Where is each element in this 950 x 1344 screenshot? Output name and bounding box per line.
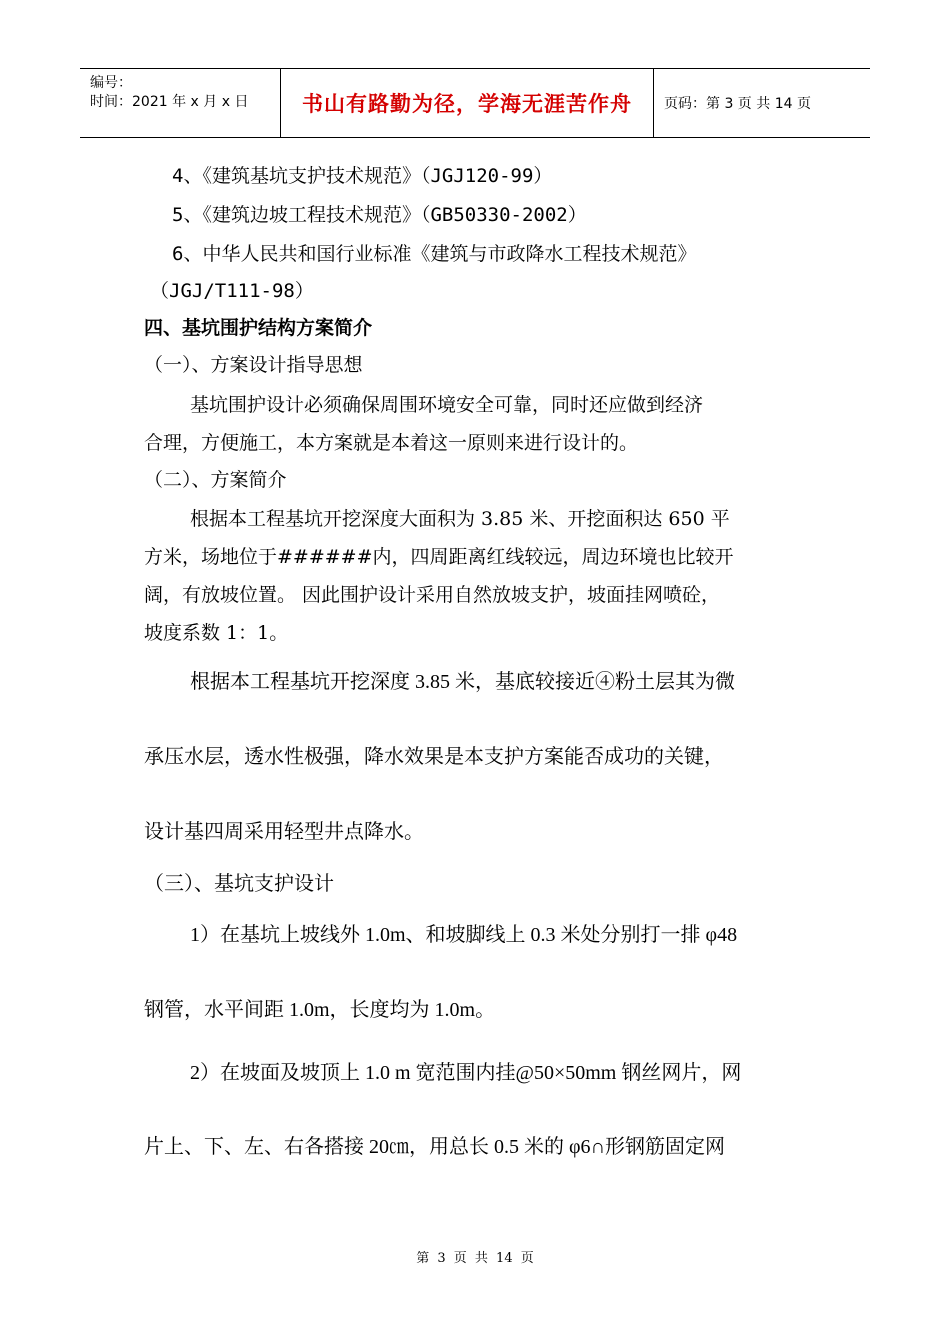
header-page-cell — [654, 69, 870, 137]
reference-item-6: 6、中华人民共和国行业标准《建筑与市政降水工程技术规范》 — [172, 243, 697, 265]
paragraph-line: 基坑围护设计必须确保周围环境安全可靠，同时还应做到经济 — [190, 394, 704, 416]
page-info: 页码：第 3 页 共 14 页 — [664, 96, 811, 112]
paragraph-line: 片上、下、左、右各搭接 20㎝，用总长 0.5 米的 φ6∩形钢筋固定网 — [144, 1136, 725, 1158]
paragraph-line: 根据本工程基坑开挖深度 3.85 米，基底较接近④粉土层其为微 — [190, 671, 735, 693]
section-heading-4: 四、基坑围护结构方案简介 — [144, 317, 373, 339]
reference-item-6-code: （JGJ/T111-98） — [150, 280, 314, 302]
paragraph-line: 合理，方便施工，本方案就是本着这一原则来进行设计的。 — [144, 432, 639, 454]
paragraph-line: 设计基四周采用轻型井点降水。 — [144, 821, 424, 843]
motto-text: 书山有路勤为径，学海无涯苦作舟 — [302, 92, 632, 116]
page-footer: 第 3 页 共 14 页 — [416, 1251, 534, 1266]
reference-item-4: 4、《建筑基坑支护技术规范》（JGJ120-99） — [172, 165, 553, 187]
paragraph-line: 钢管，水平间距 1.0m，长度均为 1.0m。 — [144, 999, 496, 1021]
page-header — [80, 68, 870, 138]
reference-item-5: 5、《建筑边坡工程技术规范》（GB50330-2002） — [172, 204, 587, 226]
number-label: 编号： — [90, 75, 132, 91]
subsection-heading-1: （一）、方案设计指导思想 — [144, 354, 363, 376]
header-meta-cell — [80, 69, 281, 137]
paragraph-line: 方米，场地位于######内，四周距离红线较远，周边环境也比较开 — [144, 546, 734, 568]
subsection-heading-2: （二）、方案简介 — [144, 469, 287, 491]
header-motto-cell — [281, 69, 654, 137]
paragraph-line: 2）在坡面及坡顶上 1.0 m 宽范围内挂@50×50mm 钢丝网片，网 — [190, 1062, 742, 1084]
paragraph-line: 1）在基坑上坡线外 1.0m、和坡脚线上 0.3 米处分别打一排 φ48 — [190, 924, 738, 946]
subsection-heading-3: （三）、基坑支护设计 — [144, 873, 334, 895]
time-label: 时间：2021 年 x 月 x 日 — [90, 94, 249, 110]
paragraph-line: 阔，有放坡位置。 因此围护设计采用自然放坡支护，坡面挂网喷砼， — [144, 584, 721, 606]
paragraph-line: 坡度系数 1：1。 — [144, 622, 289, 644]
paragraph-line: 承压水层，透水性极强，降水效果是本支护方案能否成功的关键， — [144, 746, 724, 768]
paragraph-line: 根据本工程基坑开挖深度大面积为 3.85 米、开挖面积达 650 平 — [190, 508, 730, 530]
